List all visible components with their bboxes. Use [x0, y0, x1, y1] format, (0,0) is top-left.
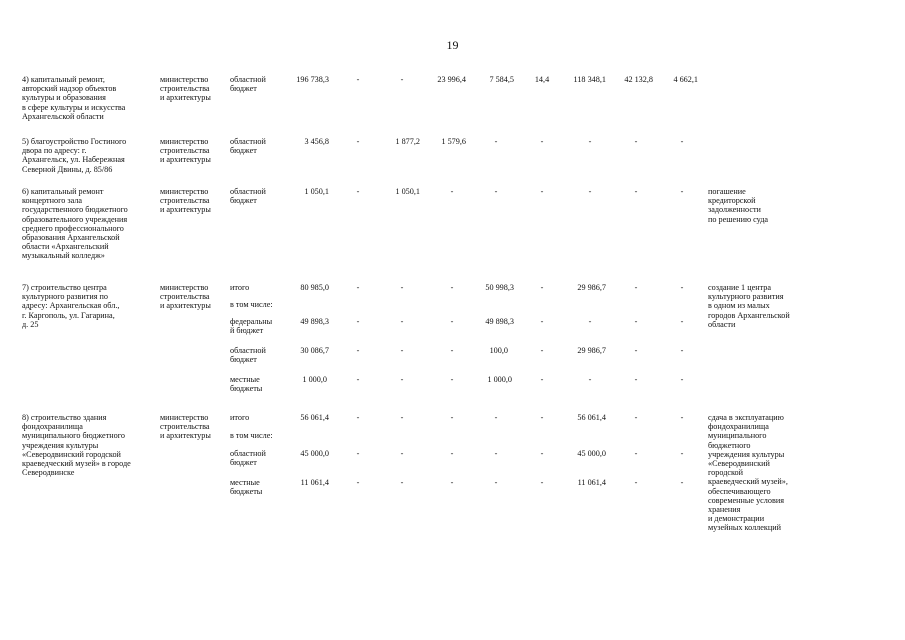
row-5-y8: - [680, 137, 684, 146]
row-8-regional-value: 45 000,0 [300, 449, 329, 458]
row-4-y1: - [356, 75, 360, 84]
row-8-source-local: местные бюджеты [230, 478, 263, 497]
row-6-y7: - [634, 187, 638, 196]
row-6-result: погашение кредиторской задолженности по решению суда [708, 187, 769, 224]
row-7-local-y7: - [634, 375, 638, 384]
row-8-total-y3: - [450, 413, 454, 422]
row-7-total-y6: 29 986,7 [577, 283, 606, 292]
row-7-source-local: местные бюджеты [230, 375, 263, 394]
row-7-total-y2: - [400, 283, 404, 292]
row-8-regional-y2: - [400, 449, 404, 458]
row-6-y3: - [450, 187, 454, 196]
row-6-y6: - [588, 187, 592, 196]
row-7-executor: министерство строительства и архитектуры [160, 283, 211, 311]
row-8-local-y1: - [356, 478, 360, 487]
row-7-federal-y3: - [450, 317, 454, 326]
row-7-federal-y5: - [540, 317, 544, 326]
row-5-y2: 1 877,2 [395, 137, 420, 146]
row-8-executor: министерство строительства и архитектуры [160, 413, 211, 441]
row-7-local-y8: - [680, 375, 684, 384]
row-4-y7: 42 132,8 [624, 75, 653, 84]
row-7-source-federal: федеральны й бюджет [230, 317, 273, 336]
row-8-regional-y5: - [540, 449, 544, 458]
row-4-name: 4) капитальный ремонт, авторский надзор объектов культуры и образования в сфере культуры и искусства Архангельской области [22, 75, 126, 121]
row-8-regional-y6: 45 000,0 [577, 449, 606, 458]
row-7-regional-value: 30 086,7 [300, 346, 329, 355]
row-6-y2: 1 050,1 [395, 187, 420, 196]
row-7-local-y2: - [400, 375, 404, 384]
row-6-y5: - [540, 187, 544, 196]
row-5-y3: 1 579,6 [441, 137, 466, 146]
row-8-local-y5: - [540, 478, 544, 487]
row-6-y4: - [494, 187, 498, 196]
row-8-total-y1: - [356, 413, 360, 422]
row-8-source-including: в том числе: [230, 431, 273, 440]
row-6-source: областной бюджет [230, 187, 266, 206]
row-7-local-y6: - [588, 375, 592, 384]
row-7-federal-y2: - [400, 317, 404, 326]
row-8-regional-y3: - [450, 449, 454, 458]
row-5-y6: - [588, 137, 592, 146]
row-7-result: создание 1 центра культурного развития в одном из малых городов Архангельской области [708, 283, 790, 329]
row-8-local-y8: - [680, 478, 684, 487]
row-7-total-y7: - [634, 283, 638, 292]
row-7-source-including: в том числе: [230, 300, 273, 309]
row-4-total: 196 738,3 [296, 75, 329, 84]
row-7-local-y4: 1 000,0 [487, 375, 512, 384]
row-8-local-y3: - [450, 478, 454, 487]
row-7-local-y5: - [540, 375, 544, 384]
row-8-local-y7: - [634, 478, 638, 487]
row-8-total-y8: - [680, 413, 684, 422]
row-7-total-y8: - [680, 283, 684, 292]
row-4-y8: 4 662,1 [673, 75, 698, 84]
row-8-local-y2: - [400, 478, 404, 487]
row-7-regional-y5: - [540, 346, 544, 355]
row-7-regional-y6: 29 986,7 [577, 346, 606, 355]
row-8-total-value: 56 061,4 [300, 413, 329, 422]
row-8-total-y4: - [494, 413, 498, 422]
row-7-local-y3: - [450, 375, 454, 384]
page-number: 19 [446, 38, 459, 52]
row-7-regional-y2: - [400, 346, 404, 355]
row-7-name: 7) строительство центра культурного развития по адресу: Архангельская обл., г. Каргополь, ул. Гагарина, д. 25 [22, 283, 120, 329]
row-8-local-y4: - [494, 478, 498, 487]
row-8-regional-y1: - [356, 449, 360, 458]
row-7-federal-y8: - [680, 317, 684, 326]
row-8-local-y6: 11 061,4 [577, 478, 606, 487]
row-8-total-y2: - [400, 413, 404, 422]
row-6-name: 6) капитальный ремонт концертного зала государственного бюджетного образовательного учреждения среднего профессионального образования Архангельской области «Архангельский музыкальный колледж» [22, 187, 128, 261]
row-7-federal-y4: 49 898,3 [485, 317, 514, 326]
row-8-total-y7: - [634, 413, 638, 422]
row-7-federal-y7: - [634, 317, 638, 326]
row-7-total-y3: - [450, 283, 454, 292]
row-5-executor: министерство строительства и архитектуры [160, 137, 211, 165]
row-8-local-value: 11 061,4 [300, 478, 329, 487]
row-7-source-regional: областной бюджет [230, 346, 266, 365]
row-7-total-y5: - [540, 283, 544, 292]
row-8-source-total: итого [230, 413, 250, 422]
row-8-name: 8) строительство здания фондохранилища муниципального бюджетного учреждения культуры «Северодвинский городской краеведческий музей» в городе Северодвинске [22, 413, 131, 478]
row-7-total-value: 80 985,0 [300, 283, 329, 292]
row-7-total-y1: - [356, 283, 360, 292]
row-7-local-value: 1 000,0 [302, 375, 327, 384]
row-7-regional-y4: 100,0 [489, 346, 508, 355]
row-6-executor: министерство строительства и архитектуры [160, 187, 211, 215]
row-8-result: сдача в эксплуатацию фондохранилища муниципального бюджетного учреждения культуры «Северодвинский городской краеведческий музей», обеспечивающего современные условия хранения и демонстрации музейных коллекций [708, 413, 788, 533]
row-8-regional-y8: - [680, 449, 684, 458]
row-7-regional-y8: - [680, 346, 684, 355]
row-7-federal-y1: - [356, 317, 360, 326]
row-4-y6: 118 348,1 [573, 75, 606, 84]
row-5-y1: - [356, 137, 360, 146]
row-4-executor: министерство строительства и архитектуры [160, 75, 211, 103]
row-7-federal-y6: - [588, 317, 592, 326]
row-4-y3: 23 996,4 [437, 75, 466, 84]
row-6-y8: - [680, 187, 684, 196]
row-7-source-total: итого [230, 283, 250, 292]
row-8-regional-y4: - [494, 449, 498, 458]
row-5-total: 3 456,8 [304, 137, 329, 146]
row-4-y4: 7 584,5 [489, 75, 514, 84]
row-8-regional-y7: - [634, 449, 638, 458]
row-5-y4: - [494, 137, 498, 146]
row-5-source: областной бюджет [230, 137, 266, 156]
row-8-total-y5: - [540, 413, 544, 422]
row-7-local-y1: - [356, 375, 360, 384]
row-5-y5: - [540, 137, 544, 146]
row-4-y2: - [400, 75, 404, 84]
row-8-source-regional: областной бюджет [230, 449, 266, 468]
row-7-total-y4: 50 998,3 [485, 283, 514, 292]
row-7-regional-y3: - [450, 346, 454, 355]
row-7-regional-y1: - [356, 346, 360, 355]
row-7-regional-y7: - [634, 346, 638, 355]
row-4-y5: 14,4 [534, 75, 550, 84]
row-5-y7: - [634, 137, 638, 146]
row-4-source: областной бюджет [230, 75, 266, 94]
row-5-name: 5) благоустройство Гостиного двора по адресу: г. Архангельск, ул. Набережная Северной Двины, д. 85/86 [22, 137, 127, 174]
row-6-y1: - [356, 187, 360, 196]
row-7-federal-value: 49 898,3 [300, 317, 329, 326]
row-6-total: 1 050,1 [304, 187, 329, 196]
row-8-total-y6: 56 061,4 [577, 413, 606, 422]
